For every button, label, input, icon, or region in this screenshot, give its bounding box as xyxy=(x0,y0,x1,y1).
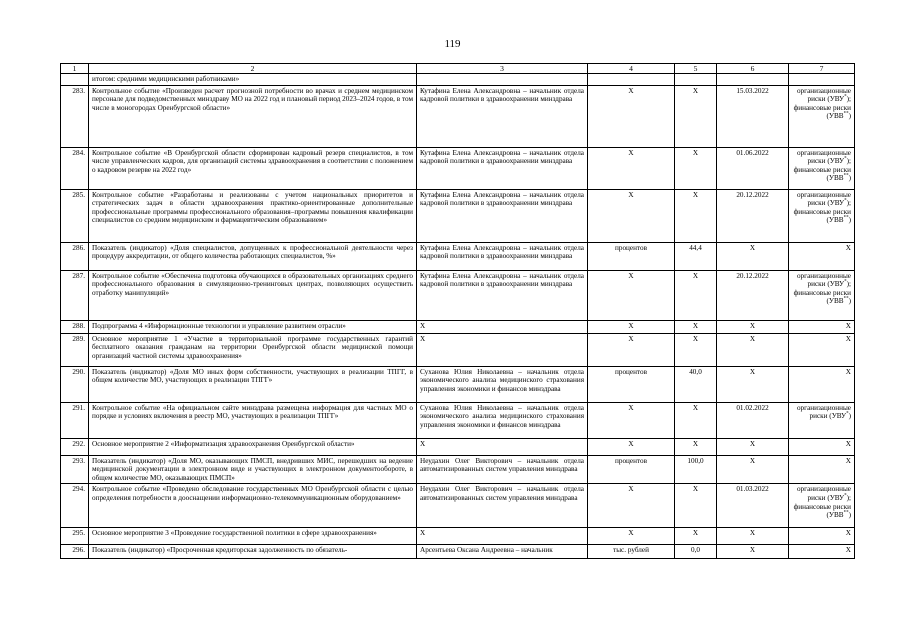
value-cell: X xyxy=(675,270,717,320)
unit-cell: процентов xyxy=(588,242,675,270)
risk-cell: X xyxy=(789,333,855,366)
value-cell: X xyxy=(675,438,717,455)
value-cell: 0,0 xyxy=(675,545,717,559)
item-description: Основное мероприятие 2 «Информатизация здравоохранения Оренбургской области» xyxy=(89,438,417,455)
column-header: 6 xyxy=(717,64,789,74)
item-description: Основное мероприятие 1 «Участие в территориальной программе государственных гарантий бесплатного оказания гражданам на территории Оренбургской области медицинской помощи организаций частной системы здравоохранения» xyxy=(89,333,417,366)
responsible-person: Суханова Юлия Николаевна – начальник отдела экономического анализа медицинского страхования управления экономики и финансов минздрава xyxy=(417,366,588,402)
risk-cell: организационные риски (УВУ*); финансовые риски (УВВ**) xyxy=(789,270,855,320)
value-cell: X xyxy=(675,147,717,189)
column-header: 1 xyxy=(61,64,89,74)
date-cell: X xyxy=(717,455,789,484)
risk-cell: X xyxy=(789,320,855,333)
page-number: 119 xyxy=(444,38,461,50)
continuation-text: итогом: средними медицинскими работниками» xyxy=(89,74,417,86)
continuation-row xyxy=(61,74,855,86)
unit-cell: X xyxy=(588,333,675,366)
column-header: 7 xyxy=(789,64,855,74)
date-cell: 15.03.2022 xyxy=(717,85,789,147)
unit-cell: X xyxy=(588,438,675,455)
responsible-person: Неудахин Олег Викторович – начальник отдела автоматизированных систем управления минздрава xyxy=(417,484,588,528)
date-cell: 01.02.2022 xyxy=(717,402,789,438)
column-header: 3 xyxy=(417,64,588,74)
item-description: Контрольное событие «Проведено обследование государственных МО Оренбургской области с целью определения потребности в дооснащении информационно-телекоммуникационным оборудованием» xyxy=(89,484,417,528)
value-cell: 44,4 xyxy=(675,242,717,270)
table-row xyxy=(61,366,855,402)
item-description: Показатель (индикатор) «Просроченная кредиторская задолженность по обязатель- xyxy=(89,545,417,559)
table-row xyxy=(61,545,855,559)
row-number: 291. xyxy=(61,402,89,438)
row-number: 288. xyxy=(61,320,89,333)
row-number: 292. xyxy=(61,438,89,455)
value-cell: X xyxy=(675,189,717,242)
value-cell: 100,0 xyxy=(675,455,717,484)
value-cell: X xyxy=(675,85,717,147)
column-header: 2 xyxy=(89,64,417,74)
item-description: Контрольное событие «Разработаны и реализованы с учетом национальных приоритетов и стратегических задач в области здравоохранения практико-ориентированные дополнительные профессиональные программы профессионального образования–программы повышения квалификации специалистов со средним медицинским и фармацевтическим образованием» xyxy=(89,189,417,242)
row-number: 290. xyxy=(61,366,89,402)
responsible-person: X xyxy=(417,438,588,455)
row-number: 287. xyxy=(61,270,89,320)
table-row xyxy=(61,402,855,438)
risk-cell: организационные риски (УВУ*); финансовые риски (УВВ**) xyxy=(789,484,855,528)
column-header: 4 xyxy=(588,64,675,74)
column-header: 5 xyxy=(675,64,717,74)
responsible-person: Кутафина Елена Александровна – начальник отдела кадровой политики в здравоохранении минздрава xyxy=(417,189,588,242)
table-row xyxy=(61,85,855,147)
row-number: 284. xyxy=(61,147,89,189)
risk-cell: организационные риски (УВУ*); финансовые риски (УВВ**) xyxy=(789,147,855,189)
unit-cell: X xyxy=(588,484,675,528)
value-cell: X xyxy=(675,484,717,528)
item-description: Показатель (индикатор) «Доля МО иных форм собственности, участвующих в реализации ТПГГ, в общем количестве МО, участвующих в реализации ТПГГ» xyxy=(89,366,417,402)
risk-cell: X xyxy=(789,528,855,545)
date-cell: 20.12.2022 xyxy=(717,270,789,320)
responsible-person: Неудахин Олег Викторович – начальник отдела автоматизированных систем управления минздрава xyxy=(417,455,588,484)
table-row xyxy=(61,438,855,455)
table-row xyxy=(61,270,855,320)
unit-cell: X xyxy=(588,528,675,545)
table-row xyxy=(61,189,855,242)
item-description: Контрольное событие «В Оренбургской области сформирован кадровый резерв специалистов, в том числе управленческих кадров, для организаций системы здравоохранения в соответствии с положением о кадровом резерве на 2022 год» xyxy=(89,147,417,189)
responsible-person: Арсентьева Оксана Андреевна – начальник xyxy=(417,545,588,559)
date-cell: X xyxy=(717,320,789,333)
table-row xyxy=(61,320,855,333)
responsible-person: X xyxy=(417,528,588,545)
item-description: Контрольное событие «На официальном сайте минздрава размещена информация для частных МО о порядке и условиях включения в реестр МО, участвующих в реализации ТПГГ» xyxy=(89,402,417,438)
row-number: 296. xyxy=(61,545,89,559)
date-cell: X xyxy=(717,366,789,402)
table-row xyxy=(61,455,855,484)
item-description: Подпрограмма 4 «Информационные технологии и управление развитием отрасли» xyxy=(89,320,417,333)
row-number xyxy=(61,74,89,86)
item-description: Контрольное событие «Обеспечена подготовка обучающихся в образовательных организациях среднего профессионального образования в симуляционно-тренинговых центрах, позволяющих осуществить отработку манипуляций» xyxy=(89,270,417,320)
date-cell: X xyxy=(717,438,789,455)
risk-cell: X xyxy=(789,242,855,270)
risk-cell: организационные риски (УВУ*); финансовые риски (УВВ**) xyxy=(789,189,855,242)
table-row xyxy=(61,333,855,366)
date-cell: X xyxy=(717,545,789,559)
unit-cell: X xyxy=(588,85,675,147)
risk-cell: X xyxy=(789,545,855,559)
value-cell: X xyxy=(675,402,717,438)
row-number: 295. xyxy=(61,528,89,545)
value-cell: X xyxy=(675,528,717,545)
item-description: Основное мероприятие 3 «Проведение государственной политики в сфере здравоохранения» xyxy=(89,528,417,545)
risk-cell: X xyxy=(789,438,855,455)
date-cell: 01.03.2022 xyxy=(717,484,789,528)
unit-cell: X xyxy=(588,147,675,189)
row-number: 283. xyxy=(61,85,89,147)
date-cell: X xyxy=(717,333,789,366)
unit-cell: процентов xyxy=(588,366,675,402)
table-row xyxy=(61,242,855,270)
row-number: 294. xyxy=(61,484,89,528)
row-number: 285. xyxy=(61,189,89,242)
table-row xyxy=(61,484,855,528)
risk-cell: X xyxy=(789,455,855,484)
item-description: Контрольное событие «Произведен расчет прогнозной потребности во врачах и среднем медицинском персонале для подведомственных минздраву МО на 2022 год и плановый период 2023–2024 годов, в том числе в моногородах Оренбургской области» xyxy=(89,85,417,147)
responsible-person: X xyxy=(417,320,588,333)
row-number: 286. xyxy=(61,242,89,270)
date-cell: 01.06.2022 xyxy=(717,147,789,189)
date-cell: X xyxy=(717,242,789,270)
risk-cell: организационные риски (УВУ*); финансовые риски (УВВ**) xyxy=(789,85,855,147)
date-cell: 20.12.2022 xyxy=(717,189,789,242)
table-row xyxy=(61,528,855,545)
responsible-person: Кутафина Елена Александровна – начальник отдела кадровой политики в здравоохранении минздрава xyxy=(417,270,588,320)
unit-cell: тыс. рублей xyxy=(588,545,675,559)
header-row xyxy=(61,64,855,74)
item-description: Показатель (индикатор) «Доля специалистов, допущенных к профессиональной деятельности через процедуру аккредитации, от общего количества работающих специалистов, %» xyxy=(89,242,417,270)
value-cell: X xyxy=(675,333,717,366)
unit-cell: X xyxy=(588,189,675,242)
item-description: Показатель (индикатор) «Доля МО, оказывающих ПМСП, внедривших МИС, перешедших на ведение медицинской документации в электронном виде и участвующих в электронном документообороте, в общем количестве МО, оказывающих ПМСП» xyxy=(89,455,417,484)
plan-table xyxy=(60,63,855,559)
row-number: 289. xyxy=(61,333,89,366)
risk-cell: X xyxy=(789,366,855,402)
date-cell: X xyxy=(717,528,789,545)
responsible-person: X xyxy=(417,333,588,366)
unit-cell: X xyxy=(588,320,675,333)
risk-cell: организационные риски (УВУ*) xyxy=(789,402,855,438)
responsible-person: Кутафина Елена Александровна – начальник отдела кадровой политики в здравоохранении минздрава xyxy=(417,147,588,189)
responsible-person: Кутафина Елена Александровна – начальник отдела кадровой политики в здравоохранении минздрава xyxy=(417,242,588,270)
value-cell: 40,0 xyxy=(675,366,717,402)
table-row xyxy=(61,147,855,189)
responsible-person: Суханова Юлия Николаевна – начальник отдела экономического анализа медицинского страхования управления экономики и финансов минздрава xyxy=(417,402,588,438)
unit-cell: процентов xyxy=(588,455,675,484)
row-number: 293. xyxy=(61,455,89,484)
responsible-person: Кутафина Елена Александровна – начальник отдела кадровой политики в здравоохранении минздрава xyxy=(417,85,588,147)
unit-cell: X xyxy=(588,270,675,320)
value-cell: X xyxy=(675,320,717,333)
unit-cell: X xyxy=(588,402,675,438)
